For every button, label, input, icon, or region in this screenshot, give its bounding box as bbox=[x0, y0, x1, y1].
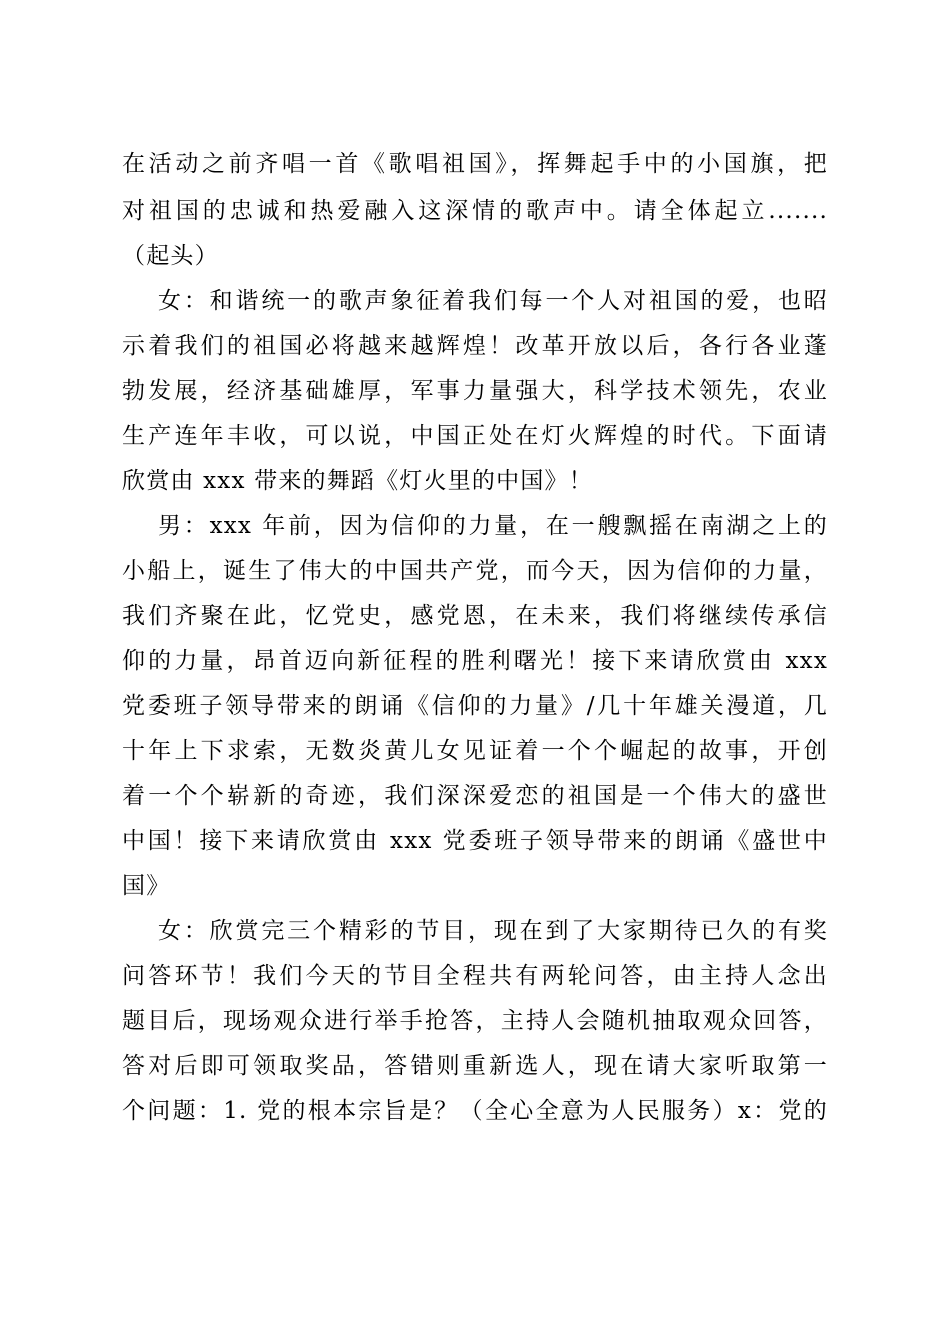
text-line-20: 题目后，现场观众进行举手抢答，主持人会随机抽取观众回答， bbox=[122, 1008, 828, 1034]
text-line-19: 问答环节！我们今天的节目全程共有两轮问答，由主持人念出 bbox=[122, 963, 828, 989]
text-line-5: 示着我们的祖国必将越来越辉煌！改革开放以后，各行各业蓬 bbox=[122, 333, 828, 359]
text-line-8: 欣赏由 xxx 带来的舞蹈《灯火里的中国》！ bbox=[122, 468, 593, 494]
text-line-12: 仰的力量，昂首迈向新征程的胜利曙光！接下来请欣赏由 xxx bbox=[122, 648, 828, 674]
text-line-16: 中国！接下来请欣赏由 xxx 党委班子领导带来的朗诵《盛世中 bbox=[122, 828, 828, 854]
text-line-11: 我们齐聚在此，忆党史，感党恩，在未来，我们将继续传承信 bbox=[122, 603, 828, 629]
text-line-2: 对祖国的忠诚和热爱融入这深情的歌声中。请全体起立....... bbox=[122, 198, 828, 224]
text-line-21: 答对后即可领取奖品，答错则重新选人，现在请大家听取第一 bbox=[122, 1053, 828, 1079]
text-line-14: 十年上下求索，无数炎黄儿女见证着一个个崛起的故事，开创 bbox=[122, 738, 828, 764]
text-line-15: 着一个个崭新的奇迹，我们深深爱恋的祖国是一个伟大的盛世 bbox=[122, 783, 828, 809]
text-line-22: 个问题：1. 党的根本宗旨是？（全心全意为人民服务）x：党的 bbox=[122, 1098, 828, 1124]
text-line-17: 国》 bbox=[122, 873, 171, 899]
text-line-9: 男：xxx 年前，因为信仰的力量，在一艘飘摇在南湖之上的 bbox=[158, 513, 828, 539]
text-line-7: 生产连年丰收，可以说，中国正处在灯火辉煌的时代。下面请 bbox=[122, 423, 828, 449]
text-line-13: 党委班子领导带来的朗诵《信仰的力量》/几十年雄关漫道，几 bbox=[122, 693, 828, 719]
text-line-4: 女：和谐统一的歌声象征着我们每一个人对祖国的爱，也昭 bbox=[158, 288, 828, 314]
text-line-3: （起头） bbox=[122, 243, 219, 269]
text-line-18: 女：欣赏完三个精彩的节目，现在到了大家期待已久的有奖 bbox=[158, 918, 828, 944]
text-line-6: 勃发展，经济基础雄厚，军事力量强大，科学技术领先，农业 bbox=[122, 378, 828, 404]
text-line-1: 在活动之前齐唱一首《歌唱祖国》，挥舞起手中的小国旗，把 bbox=[122, 151, 828, 177]
text-line-10: 小船上，诞生了伟大的中国共产党，而今天，因为信仰的力量， bbox=[122, 558, 828, 584]
